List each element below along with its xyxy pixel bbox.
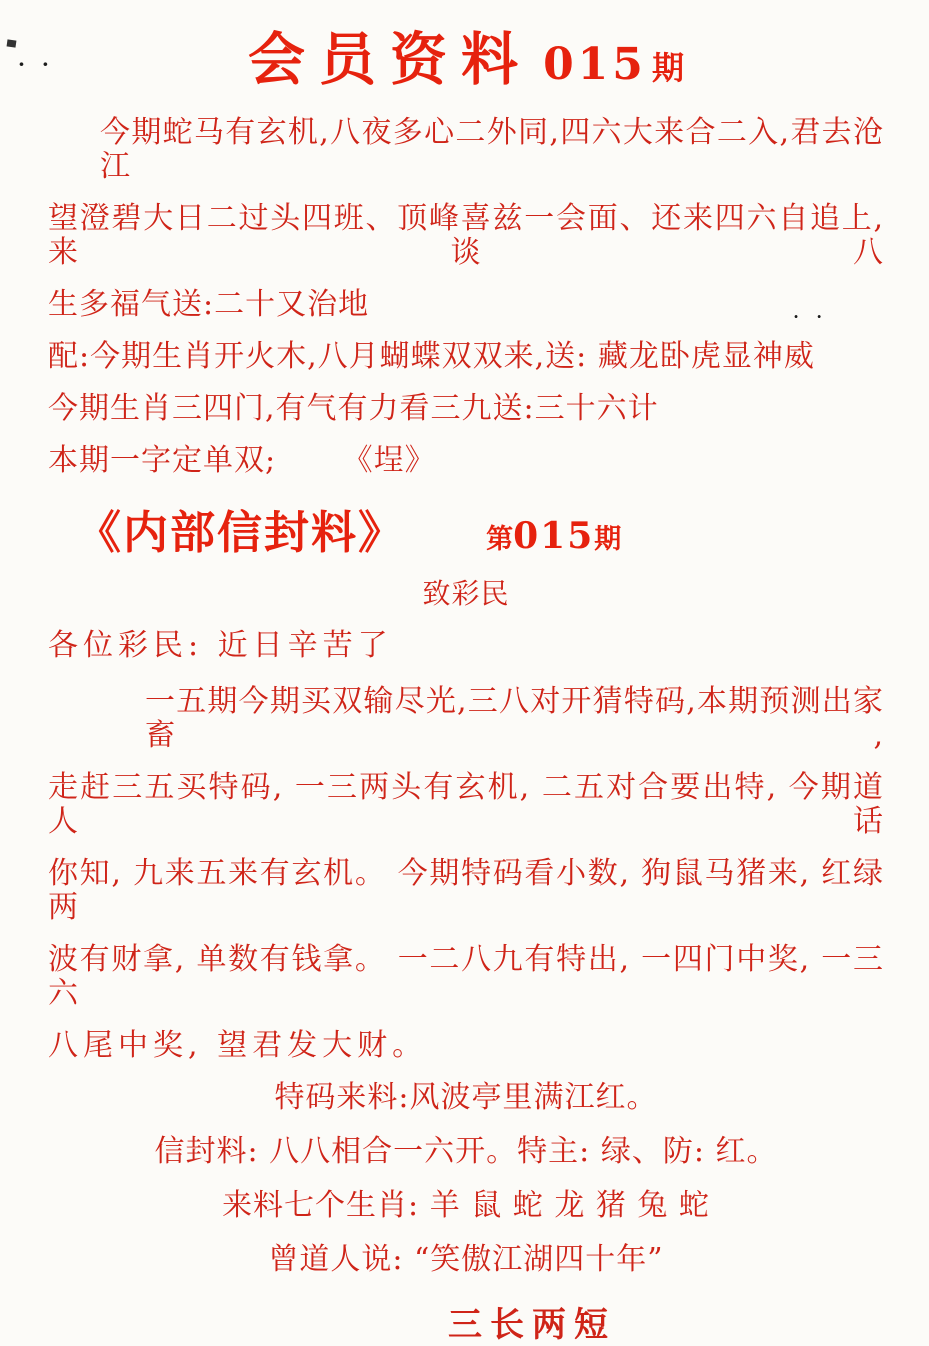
page-title bbox=[48, 14, 884, 96]
scan-dots-mid-right: · · bbox=[793, 307, 828, 326]
pairing-line: 配:今期生肖开火木,八月蝴蝶双双来,送: 藏龙卧虎显神威 bbox=[48, 339, 815, 374]
tip-special-code: 特码来料:风波亭里满江红。 bbox=[274, 1080, 658, 1115]
single-double-label: 本期一字定单双; bbox=[48, 443, 277, 478]
poem-line-3 bbox=[48, 287, 884, 326]
title-issue-number: 015 bbox=[543, 39, 647, 90]
tip-envelope-material: 信封料: 八八相合一六开。特主: 绿、防: 红。 bbox=[154, 1134, 778, 1169]
letter-paragraph-line-1: 一五期今期买双输尽光,三八对开猜特码,本期预测出家畜, bbox=[145, 684, 884, 753]
envelope-heading bbox=[48, 496, 884, 561]
letter-paragraph-line-4: 波有财拿, 单数有钱拿。 一二八九有特出, 一四门中奖, 一三六 bbox=[48, 942, 884, 1011]
tip-seven-zodiacs: 来料七个生肖: 羊 鼠 蛇 龙 猪 兔 蛇 bbox=[222, 1188, 710, 1223]
tip-master-quote: 曾道人说: “笑傲江湖四十年” bbox=[268, 1242, 664, 1277]
poem-line-1: 今期蛇马有玄机,八夜多心二外同,四六大来合二入,君去沧江 bbox=[100, 115, 884, 184]
letter-paragraph-line-2: 走赶三五买特码, 一三两头有玄机, 二五对合要出特, 今期道人话 bbox=[48, 770, 884, 839]
scan-dots-top-left: · · bbox=[18, 52, 54, 76]
single-double-line bbox=[48, 444, 884, 478]
greeting-line: 各位彩民: 近日辛苦了 bbox=[48, 628, 393, 663]
title-text: 会员资料 bbox=[247, 26, 532, 93]
poem-line-2: 望澄碧大日二过头四班、顶峰喜兹一会面、还来四六自追上,来谈八 bbox=[48, 201, 884, 270]
single-double-word: 《埕》 bbox=[342, 443, 436, 478]
letter-paragraph-line-5: 八尾中奖, 望君发大财。 bbox=[48, 1028, 428, 1063]
envelope-issue-number: 015 bbox=[513, 515, 595, 557]
poem-line-3-text: 生多福气送:二十又治地 bbox=[48, 287, 370, 322]
footer-phrase: 三长两短 bbox=[448, 1305, 616, 1345]
envelope-issue-prefix: 第 bbox=[486, 524, 514, 555]
envelope-heading-text: 《内部信封料》 bbox=[76, 506, 406, 559]
envelope-issue bbox=[486, 515, 622, 557]
zodiac-gate-line: 今期生肖三四门,有气有力看三九送:三十六计 bbox=[48, 391, 659, 426]
envelope-issue-suffix: 期 bbox=[594, 524, 622, 555]
scan-smudge-mark bbox=[7, 39, 17, 47]
title-issue-suffix: 期 bbox=[652, 49, 685, 87]
salutation: 致彩民 bbox=[422, 577, 510, 610]
letter-paragraph-line-3: 你知, 九来五来有玄机。 今期特码看小数, 狗鼠马猪来, 红绿两 bbox=[48, 856, 884, 925]
